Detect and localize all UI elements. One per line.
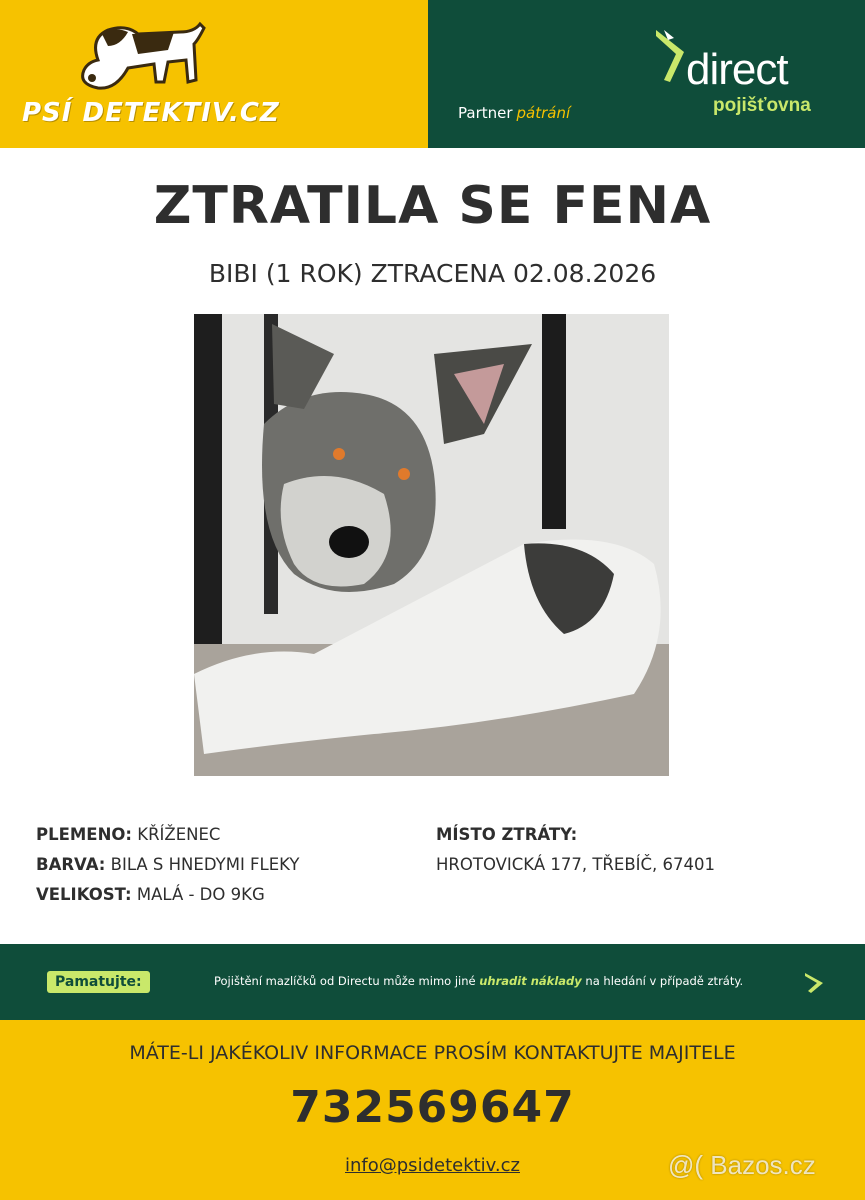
dog-logo-icon — [68, 20, 208, 96]
loss-location — [436, 820, 715, 880]
dog-details — [36, 820, 299, 910]
reminder-badge: Pamatujte: — [47, 971, 150, 993]
reminder-emphasis: uhradit náklady — [479, 974, 582, 988]
dog-photo — [194, 314, 669, 776]
place-label: MÍSTO ZTRÁTY: — [436, 825, 578, 844]
contact-instruction: MÁTE-LI JAKÉKOLIV INFORMACE PROSÍM KONTAKTUJTE MAJITELE — [129, 1042, 736, 1064]
page-title: ZTRATILA SE FENA — [153, 176, 712, 236]
color-value: BILA S HNEDYMI FLEKY — [110, 855, 300, 874]
color-row — [36, 850, 299, 880]
reminder-band — [0, 944, 865, 1020]
brand-name: PSÍ DETEKTIV.CZ — [22, 98, 280, 128]
chevron-right-icon — [803, 971, 825, 995]
header-brand-panel — [0, 0, 428, 148]
header-partner-panel — [428, 0, 865, 148]
color-label: BARVA: — [36, 855, 106, 874]
size-value: MALÁ - DO 9KG — [136, 885, 265, 904]
size-row — [36, 880, 299, 910]
header — [0, 0, 865, 148]
insurer-sub: pojišťovna — [713, 95, 811, 116]
reminder-text: Pojištění mazlíčků od Directu může mimo jiné uhradit náklady na hledání v případě ztráty. — [214, 974, 744, 988]
insurer-word: direct — [686, 45, 788, 94]
breed-value: KŘÍŽENEC — [137, 825, 221, 844]
size-label: VELIKOST: — [36, 885, 132, 904]
partner-label: Partner pátrání — [458, 104, 571, 122]
partner-emphasis: pátrání — [516, 104, 571, 122]
place-value: HROTOVICKÁ 177, TŘEBÍČ, 67401 — [436, 855, 716, 874]
breed-label: PLEMENO: — [36, 825, 133, 844]
contact-phone[interactable]: 732569647 — [290, 1082, 575, 1133]
watermark: @( Bazos.cz — [668, 1150, 816, 1180]
contact-email-link[interactable]: info@psidetektiv.cz — [345, 1155, 520, 1176]
dog-photo-illustration — [194, 314, 669, 776]
breed-row — [36, 820, 299, 850]
page-subtitle: BIBI (1 ROK) ZTRACENA 02.08.2026 — [208, 259, 657, 288]
